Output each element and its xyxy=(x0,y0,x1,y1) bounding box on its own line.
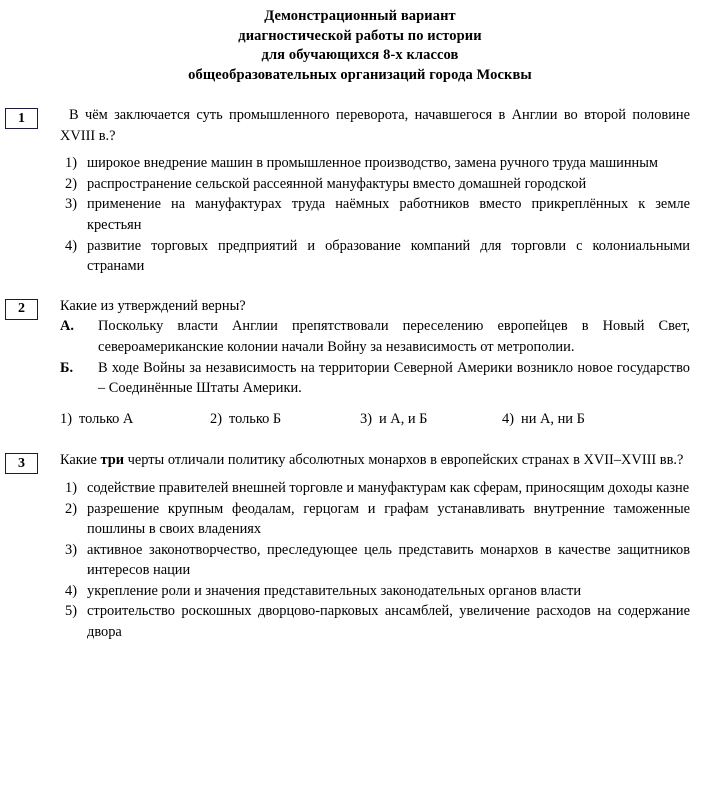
option-marker: 2) xyxy=(65,175,77,192)
option-item[interactable] xyxy=(60,236,690,277)
statement-text: В ходе Войны за независимость на территории Северной Америки возникло новое государство – Соединённые Штаты Америки. xyxy=(98,359,690,397)
question-stem-3-part-1: Какие xyxy=(60,452,101,469)
option-marker: 5) xyxy=(65,603,77,620)
option-marker: 4) xyxy=(65,237,77,254)
option-text: широкое внедрение машин в промышленное производство, замена ручного труда машинным xyxy=(87,155,659,172)
option-item[interactable] xyxy=(60,499,690,540)
question-block-1 xyxy=(0,105,720,277)
option-item[interactable] xyxy=(60,540,690,581)
option-item[interactable] xyxy=(502,409,585,430)
title-line-4: общеобразовательных организаций города Москвы xyxy=(188,66,532,83)
option-item[interactable] xyxy=(60,174,690,195)
option-marker: 3) xyxy=(65,196,77,213)
question-number-cell-1 xyxy=(0,105,60,129)
question-number-box-2: 2 xyxy=(5,299,38,320)
option-marker: 3) xyxy=(360,410,372,427)
statement-text: Поскольку власти Англии препятствовали переселению европейцев в Новый Свет, североамериканские колонии начали Войну за независимость от метрополии. xyxy=(98,318,690,355)
statement-letter: Б. xyxy=(60,359,74,376)
option-text: разрешение крупным феодалам, герцогам и графам устанавливать внутренние таможенные пошлины в своих владениях xyxy=(87,500,690,538)
question-block-2 xyxy=(0,296,720,430)
question-number-box-1: 1 xyxy=(5,108,38,129)
question-stem-3 xyxy=(60,450,690,471)
question-number-box-3: 3 xyxy=(5,453,38,474)
question-number-cell-3 xyxy=(0,450,60,474)
option-text: применение на мануфактурах труда наёмных работников вместо прикреплённых к земле крестьян xyxy=(87,196,690,233)
option-item[interactable] xyxy=(60,581,690,602)
option-text: только А xyxy=(79,410,134,427)
option-marker: 2) xyxy=(65,500,77,517)
option-marker: 2) xyxy=(210,410,222,427)
option-text: содействие правителей внешней торговле и мануфактурам как сферам, приносящим доходы казне xyxy=(87,479,690,496)
option-text: распространение сельской рассеянной мануфактуры вместо домашней городской xyxy=(87,175,587,192)
inline-option-row-2 xyxy=(60,409,690,430)
title-line-2: диагностической работы по истории xyxy=(238,27,482,44)
title-line-3: для обучающихся 8-х классов xyxy=(261,47,459,63)
option-text: только Б xyxy=(229,410,282,427)
option-item[interactable] xyxy=(60,478,690,499)
option-item[interactable] xyxy=(60,153,690,174)
option-marker: 1) xyxy=(65,479,77,496)
option-item[interactable] xyxy=(210,409,360,430)
option-marker: 1) xyxy=(60,410,72,427)
option-item[interactable] xyxy=(60,194,690,235)
option-item[interactable] xyxy=(360,409,502,430)
option-text: развитие торговых предприятий и образование компаний для торговли с колониальными странами xyxy=(87,237,690,275)
option-text: и А, и Б xyxy=(379,410,428,427)
statement-item xyxy=(60,316,690,357)
question-number-cell-2 xyxy=(0,296,60,320)
question-stem-1: В чём заключается суть промышленного переворота, начавшегося в Англии во второй половине XVIII в.? xyxy=(60,107,690,144)
option-marker: 3) xyxy=(65,541,77,558)
option-item[interactable] xyxy=(60,409,210,430)
statement-item xyxy=(60,358,690,399)
document-title-block xyxy=(0,0,720,85)
option-marker: 4) xyxy=(502,410,514,427)
statement-list-2 xyxy=(60,316,690,398)
option-item[interactable] xyxy=(60,601,690,642)
question-stem-3-part-2: черты отличали политику абсолютных монархов в европейских странах в XVII–XVIII вв.? xyxy=(124,452,684,469)
option-marker: 1) xyxy=(65,155,77,172)
question-body-1 xyxy=(60,105,720,277)
statement-letter: А. xyxy=(60,318,74,335)
option-text: строительство роскошных дворцово-парковых ансамблей, увеличение расходов на содержание двора xyxy=(87,603,690,641)
question-stem-2: Какие из утверждений верны? xyxy=(60,297,246,314)
option-marker: 4) xyxy=(65,582,77,599)
option-list-3 xyxy=(60,478,690,643)
question-block-3 xyxy=(0,450,720,642)
option-list-1 xyxy=(60,153,690,277)
title-line-1: Демонстрационный вариант xyxy=(264,8,456,24)
question-stem-3-emphasis: три xyxy=(100,452,125,469)
option-text: активное законотворчество, преследующее цель представить монархов в качестве защитников интересов нации xyxy=(87,541,690,579)
option-text: укрепление роли и значения представительных законодательных органов власти xyxy=(87,582,582,599)
question-body-3 xyxy=(60,450,720,642)
option-text: ни А, ни Б xyxy=(521,410,585,427)
question-body-2 xyxy=(60,296,720,430)
